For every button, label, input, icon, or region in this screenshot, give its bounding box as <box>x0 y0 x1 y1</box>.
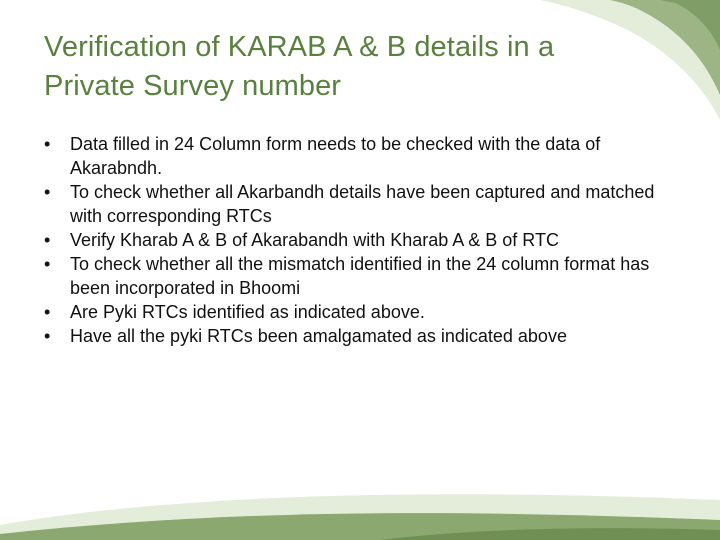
bullet-text: Are Pyki RTCs identified as indicated above. <box>70 302 425 322</box>
bullet-icon: • <box>44 326 51 346</box>
bullet-icon: • <box>44 254 51 274</box>
bullet-text: Data filled in 24 Column form needs to be checked with the data of Akarabndh. <box>70 134 601 178</box>
slide-title: Verification of KARAB A & B details in a Private Survey number <box>44 31 555 102</box>
bullet-text: To check whether all the mismatch identified in the 24 column format has been incorporated in Bhoomi <box>70 254 650 298</box>
bullet-icon: • <box>44 230 51 250</box>
bullet-icon: • <box>44 182 51 202</box>
bullet-item <box>44 228 684 252</box>
bullet-icon: • <box>44 302 51 322</box>
bullet-list <box>44 132 684 348</box>
bullet-text: Verify Kharab A & B of Akarabandh with Kharab A & B of RTC <box>70 230 559 250</box>
bullet-item <box>44 180 684 228</box>
bullet-item <box>44 132 684 180</box>
bullet-text: Have all the pyki RTCs been amalgamated as indicated above <box>70 326 567 346</box>
bullet-item <box>44 252 684 300</box>
bullet-item <box>44 324 684 348</box>
bottom-swoosh-decoration <box>0 470 720 540</box>
bullet-item <box>44 300 684 324</box>
bullet-text: To check whether all Akarbandh details have been captured and matched with corresponding RTCs <box>70 182 655 226</box>
bullet-icon: • <box>44 134 51 154</box>
